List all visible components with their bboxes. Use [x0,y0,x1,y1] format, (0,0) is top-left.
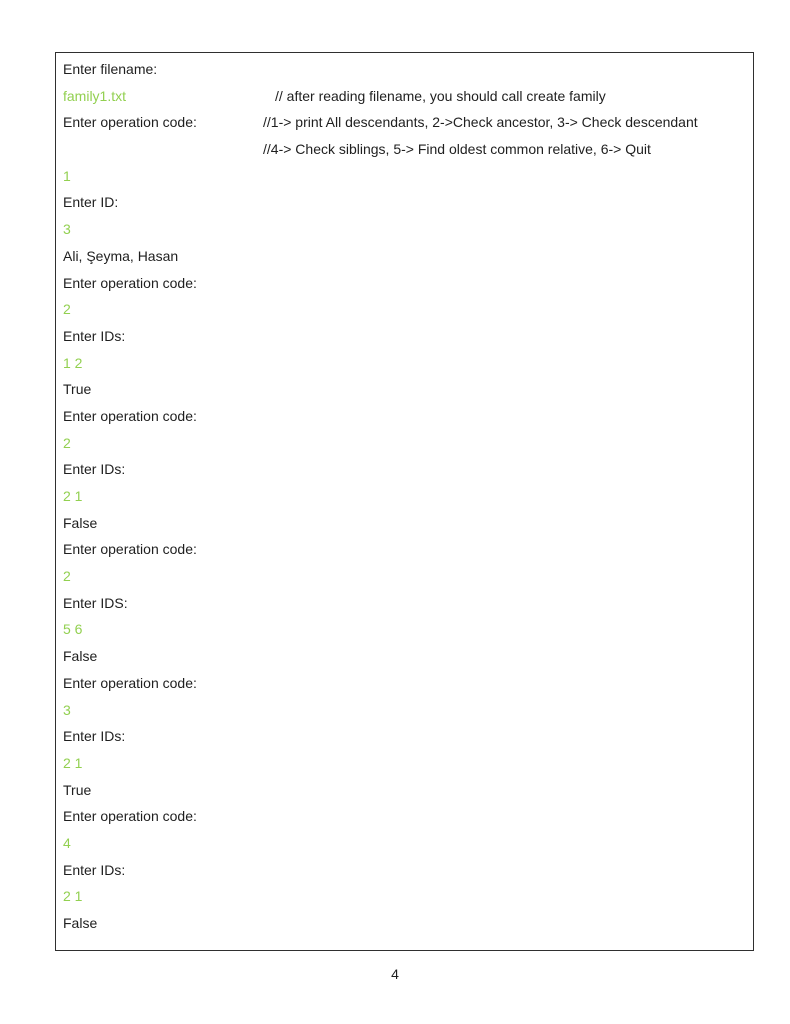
program-output-text: Ali, Şeyma, Hasan [63,247,179,264]
console-line [63,56,747,83]
console-line [63,563,747,590]
program-output-text: Enter operation code: [63,114,197,131]
program-output-text: Enter operation code: [63,808,197,825]
console-line [63,777,747,804]
program-output-text: Enter IDS: [63,594,128,611]
program-output-text: Enter IDs: [63,728,126,745]
user-input-text: 2 1 [63,754,83,771]
program-output-text: False [63,514,98,531]
program-output-text: True [63,381,92,398]
console-line [63,296,747,323]
user-input-text: 4 [63,834,71,851]
user-input-text: family1.txt [63,87,127,104]
program-output-text: Enter IDs: [63,861,126,878]
console-line [63,590,747,617]
console-line [63,403,747,430]
console-line [63,430,747,457]
console-line [63,350,747,377]
user-input-text: 5 6 [63,621,83,638]
console-line [63,803,747,830]
user-input-text: 3 [63,701,71,718]
user-input-text: 1 [63,167,71,184]
program-output-text: True [63,781,92,798]
comment-text: //4-> Check siblings, 5-> Find oldest common relative, 6-> Quit [263,141,651,158]
console-line [63,723,747,750]
page-number: 4 [391,966,399,982]
console-line [63,136,747,163]
program-output-text: Enter operation code: [63,274,197,291]
console-line [63,670,747,697]
user-input-text: 1 2 [63,354,83,371]
program-output-text: Enter ID: [63,194,119,211]
console-line [63,456,747,483]
console-line [63,83,747,110]
comment-text: //1-> print All descendants, 2->Check ancestor, 3-> Check descendant [263,114,698,131]
console-line [63,857,747,884]
program-output-text: Enter operation code: [63,541,197,558]
user-input-text: 2 [63,301,71,318]
console-line [63,643,747,670]
user-input-text: 2 1 [63,488,83,504]
program-output-text: Enter operation code: [63,674,197,691]
program-output-text: Enter IDs: [63,461,126,478]
console-output-box [55,52,754,951]
console-line [63,830,747,857]
console-line [63,323,747,350]
user-input-text: 2 1 [63,888,83,905]
console-line [63,243,747,270]
program-output-text: False [63,648,98,665]
console-line [63,883,747,910]
console-line [63,697,747,724]
user-input-text: 2 [63,568,71,585]
program-output-text: Enter operation code: [63,407,197,424]
console-line [63,216,747,243]
console-line [63,189,747,216]
console-line [63,750,747,777]
console-line [63,483,747,510]
console-line [63,376,747,403]
console-line [63,910,747,937]
console-line [63,616,747,643]
program-output-text: Enter IDs: [63,327,126,344]
comment-text: // after reading filename, you should call create family [275,87,606,104]
console-line [63,270,747,297]
program-output-text: Enter filename: [63,61,158,77]
console-line [63,536,747,563]
user-input-text: 2 [63,434,71,451]
console-line [63,163,747,190]
console-line [63,510,747,537]
console-line [63,109,747,136]
program-output-text: False [63,915,98,931]
user-input-text: 3 [63,221,71,238]
